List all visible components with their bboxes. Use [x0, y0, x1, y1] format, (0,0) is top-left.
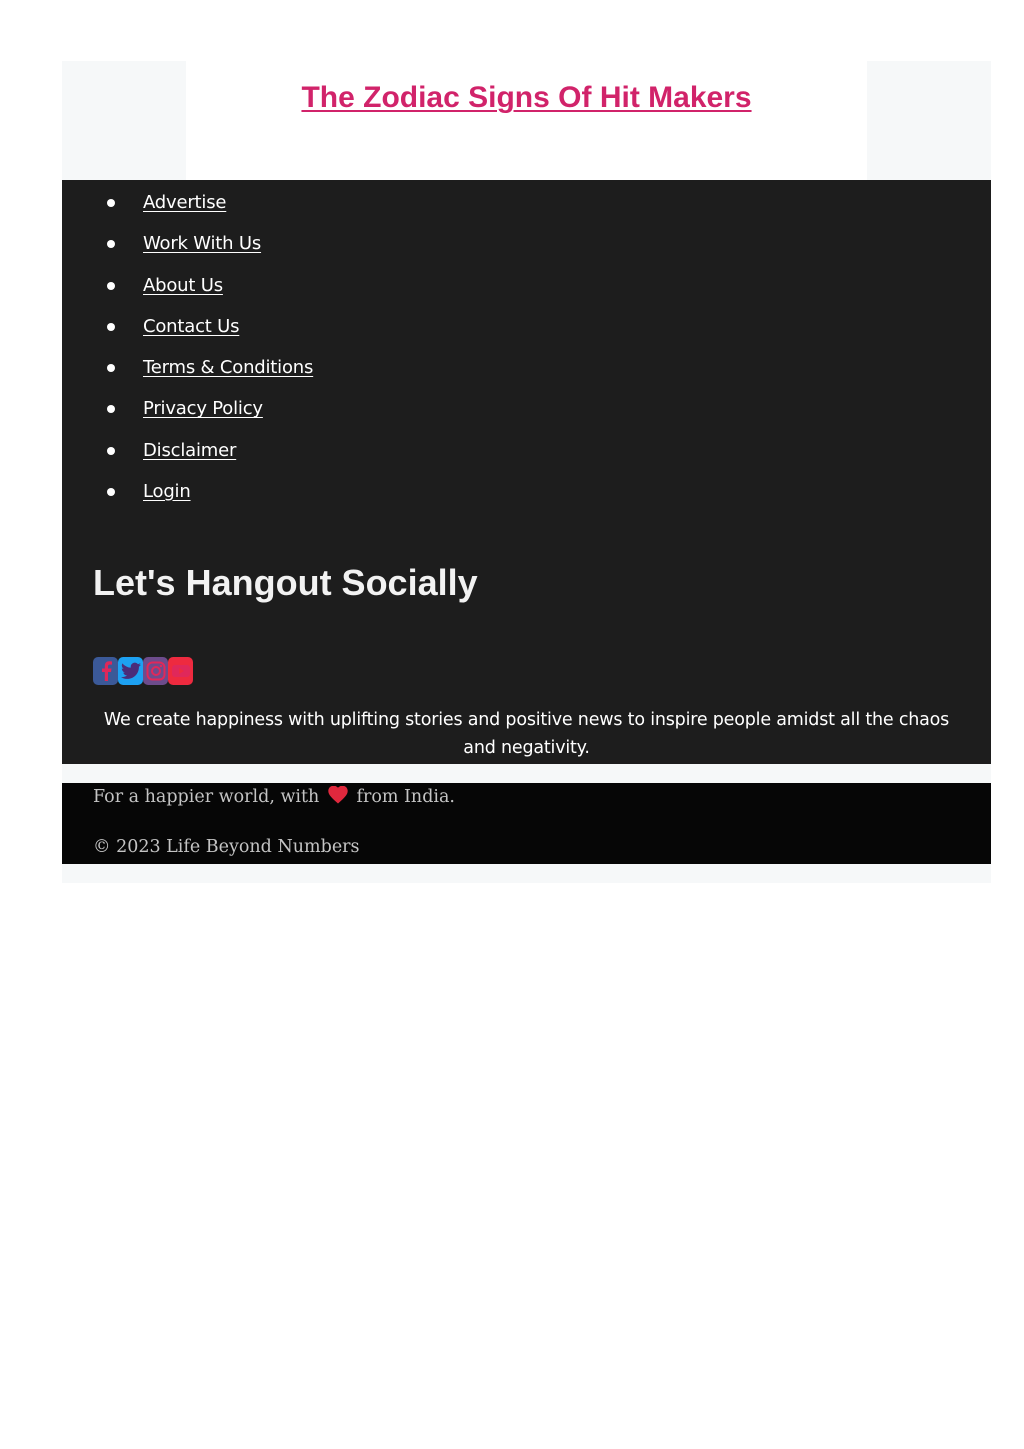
twitter-icon[interactable]: [118, 657, 143, 685]
facebook-icon[interactable]: [93, 657, 118, 685]
copyright-text: © 2023 Life Beyond Numbers: [93, 837, 360, 857]
footer-menu-item-about-us: [62, 273, 313, 314]
site-tagline: We create happiness with uplifting stories and positive news to inspire people amidst all the chaos and negativity.: [103, 710, 950, 758]
footer-menu: [62, 190, 313, 520]
privacy-policy-link[interactable]: Privacy Policy: [143, 398, 263, 420]
terms-conditions-link[interactable]: Terms & Conditions: [143, 357, 314, 379]
bullet: [107, 240, 115, 248]
footer-menu-item-login: [62, 479, 313, 520]
social-heading: Let's Hangout Socially: [93, 562, 478, 603]
instagram-icon[interactable]: [143, 657, 168, 685]
title-box: [186, 61, 867, 180]
youtube-icon[interactable]: [168, 657, 193, 685]
footer-bottom-bar: [62, 783, 991, 864]
social-icons: [93, 657, 193, 685]
page-container: [62, 61, 991, 883]
contact-us-link[interactable]: Contact Us: [143, 315, 240, 337]
bullet: [107, 199, 115, 207]
footer-menu-item-terms: [62, 355, 313, 396]
work-with-us-link[interactable]: Work With Us: [143, 233, 262, 255]
heart-icon: [328, 786, 348, 809]
advertise-link[interactable]: Advertise: [143, 192, 227, 213]
made-with-love-line: [93, 786, 455, 809]
post-title-link[interactable]: The Zodiac Signs Of Hit Makers: [301, 81, 752, 114]
bullet: [107, 488, 115, 496]
footer-menu-item-work-with-us: [62, 231, 313, 272]
footer-menu-item-contact-us: [62, 314, 313, 355]
bullet: [107, 282, 115, 290]
footer-menu-item-advertise: [62, 190, 313, 231]
bullet: [107, 405, 115, 413]
disclaimer-link[interactable]: Disclaimer: [143, 439, 237, 461]
about-us-link[interactable]: About Us: [143, 274, 223, 296]
made-with-suffix: from India.: [356, 787, 455, 807]
made-with-prefix: For a happier world, with: [93, 787, 320, 807]
bullet: [107, 364, 115, 372]
footer-menu-item-privacy: [62, 396, 313, 437]
login-link[interactable]: Login: [143, 481, 191, 503]
bullet: [107, 447, 115, 455]
footer-menu-item-disclaimer: [62, 438, 313, 479]
bullet: [107, 323, 115, 331]
site-footer: [62, 180, 991, 764]
